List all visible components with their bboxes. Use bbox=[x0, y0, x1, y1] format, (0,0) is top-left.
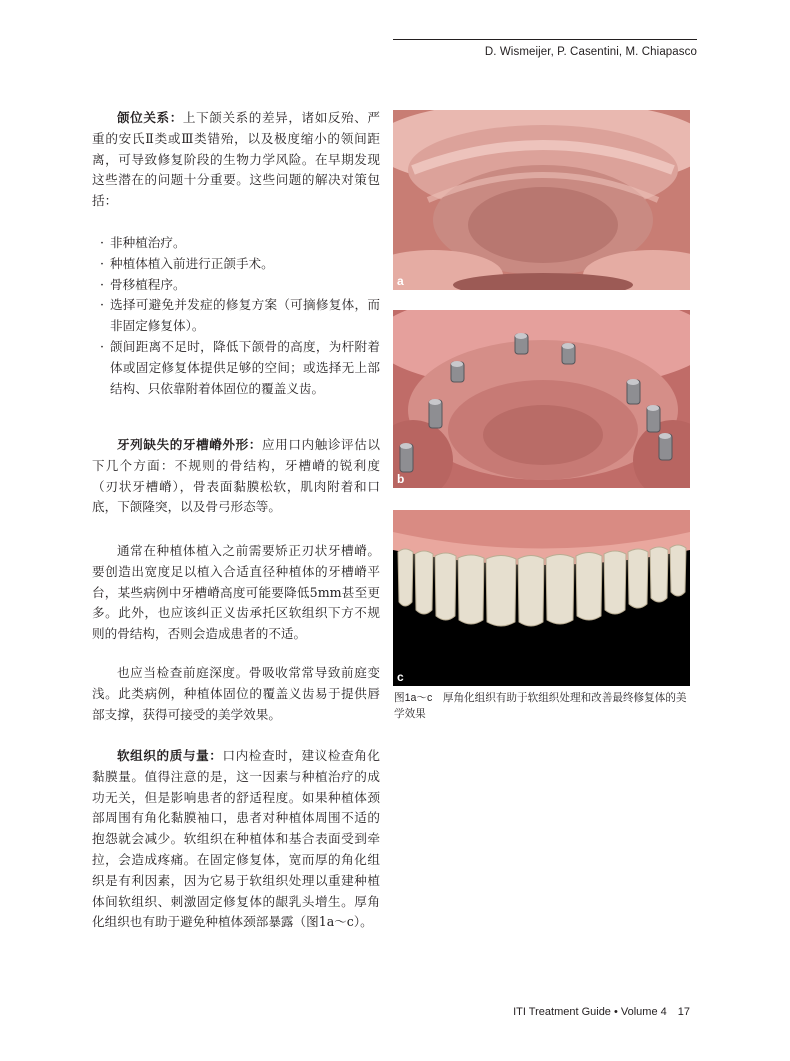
list-item: · 骨移植程序。 bbox=[100, 276, 186, 292]
paragraph-vestibule: 也应当检查前庭深度。骨吸收常常导致前庭变浅。此类病例，种植体固位的覆盖义齿易于提供唇部支撑，获得可接受的美学效果。 bbox=[92, 665, 380, 722]
list-item: · 种植体植入前进行正颌手术。 bbox=[100, 255, 274, 271]
page-footer: ITI Treatment Guide • Volume 4 17 bbox=[513, 1006, 690, 1018]
section-heading: 软组织的质与量： bbox=[117, 748, 223, 763]
header-rule bbox=[393, 39, 697, 40]
figure-photo-c bbox=[393, 510, 690, 686]
photo-label-a: a bbox=[397, 274, 404, 288]
section-body: 应用口内触诊评估以下几个方面：不规则的骨结构，牙槽嵴的锐利度（刃状牙槽嵴），骨表面黏膜松软，肌肉附着和口底，下颌隆突，以及骨弓形态等。 bbox=[92, 437, 381, 515]
figure-photo-a bbox=[393, 110, 690, 290]
section-soft-tissue bbox=[92, 746, 380, 933]
list-item: · 非种植治疗。 bbox=[100, 235, 186, 250]
list-item: · 颌间距离不足时，降低下颌骨的高度，为杆附着体或固定修复体提供足够的空间；或选择无上部结构、只依靠附着体固位的覆盖义齿。 bbox=[100, 338, 380, 396]
section-heading: 颌位关系： bbox=[117, 110, 183, 125]
figure-caption: 图1a～c 厚角化组织有助于软组织处理和改善最终修复体的美学效果 bbox=[394, 692, 687, 720]
section-heading: 牙列缺失的牙槽嵴外形： bbox=[117, 437, 262, 452]
list-item: · 选择可避免并发症的修复方案（可摘修复体，而非固定修复体）。 bbox=[100, 297, 380, 334]
running-header-authors: D. Wismeijer, P. Casentini, M. Chiapasco bbox=[484, 46, 697, 58]
section-ridge-form bbox=[92, 435, 380, 518]
options-list bbox=[100, 233, 380, 399]
paragraph-ridge-correction: 通常在种植体植入之前需要矫正刃状牙槽嵴。要创造出宽度足以植入合适直径种植体的牙槽嵴平台，某些病例中牙槽嵴高度可能要降低5mm甚至更多。此外，也应该纠正义齿承托区软组织下方不规则的骨结构，否则会造成患者的不适。 bbox=[92, 543, 380, 642]
section-body: 上下颌关系的差异，诸如反殆、严重的安氏Ⅱ类或Ⅲ类错殆，以及极度缩小的领间距离，可导致修复阶段的生物力学风险。在早期发现这些潜在的问题十分重要。这些问题的解决对策包括： bbox=[92, 110, 381, 209]
section-body: 口内检查时，建议检查角化黏膜量。值得注意的是，这一因素与种植治疗的成功无关，但是影响患者的舒适程度。如果种植体颈部周围有角化黏膜袖口，患者对种植体周围不适的抱怨就会减少。软组织在种植体和基合表面受到牵拉，会造成疼痛。在固定修复体，宽而厚的角化组织是有利因素，因为它易于软组织处理以重建种植体间软组织、刺激固定修复体的龈乳头增生。厚角化组织也有助于避免种植体颈部暴露（图1a～c）。 bbox=[92, 748, 381, 930]
photo-label-c: c bbox=[397, 670, 404, 684]
photo-label-b: b bbox=[397, 472, 405, 486]
section-jaw-relation bbox=[92, 108, 380, 212]
figure-photo-b bbox=[393, 310, 690, 488]
